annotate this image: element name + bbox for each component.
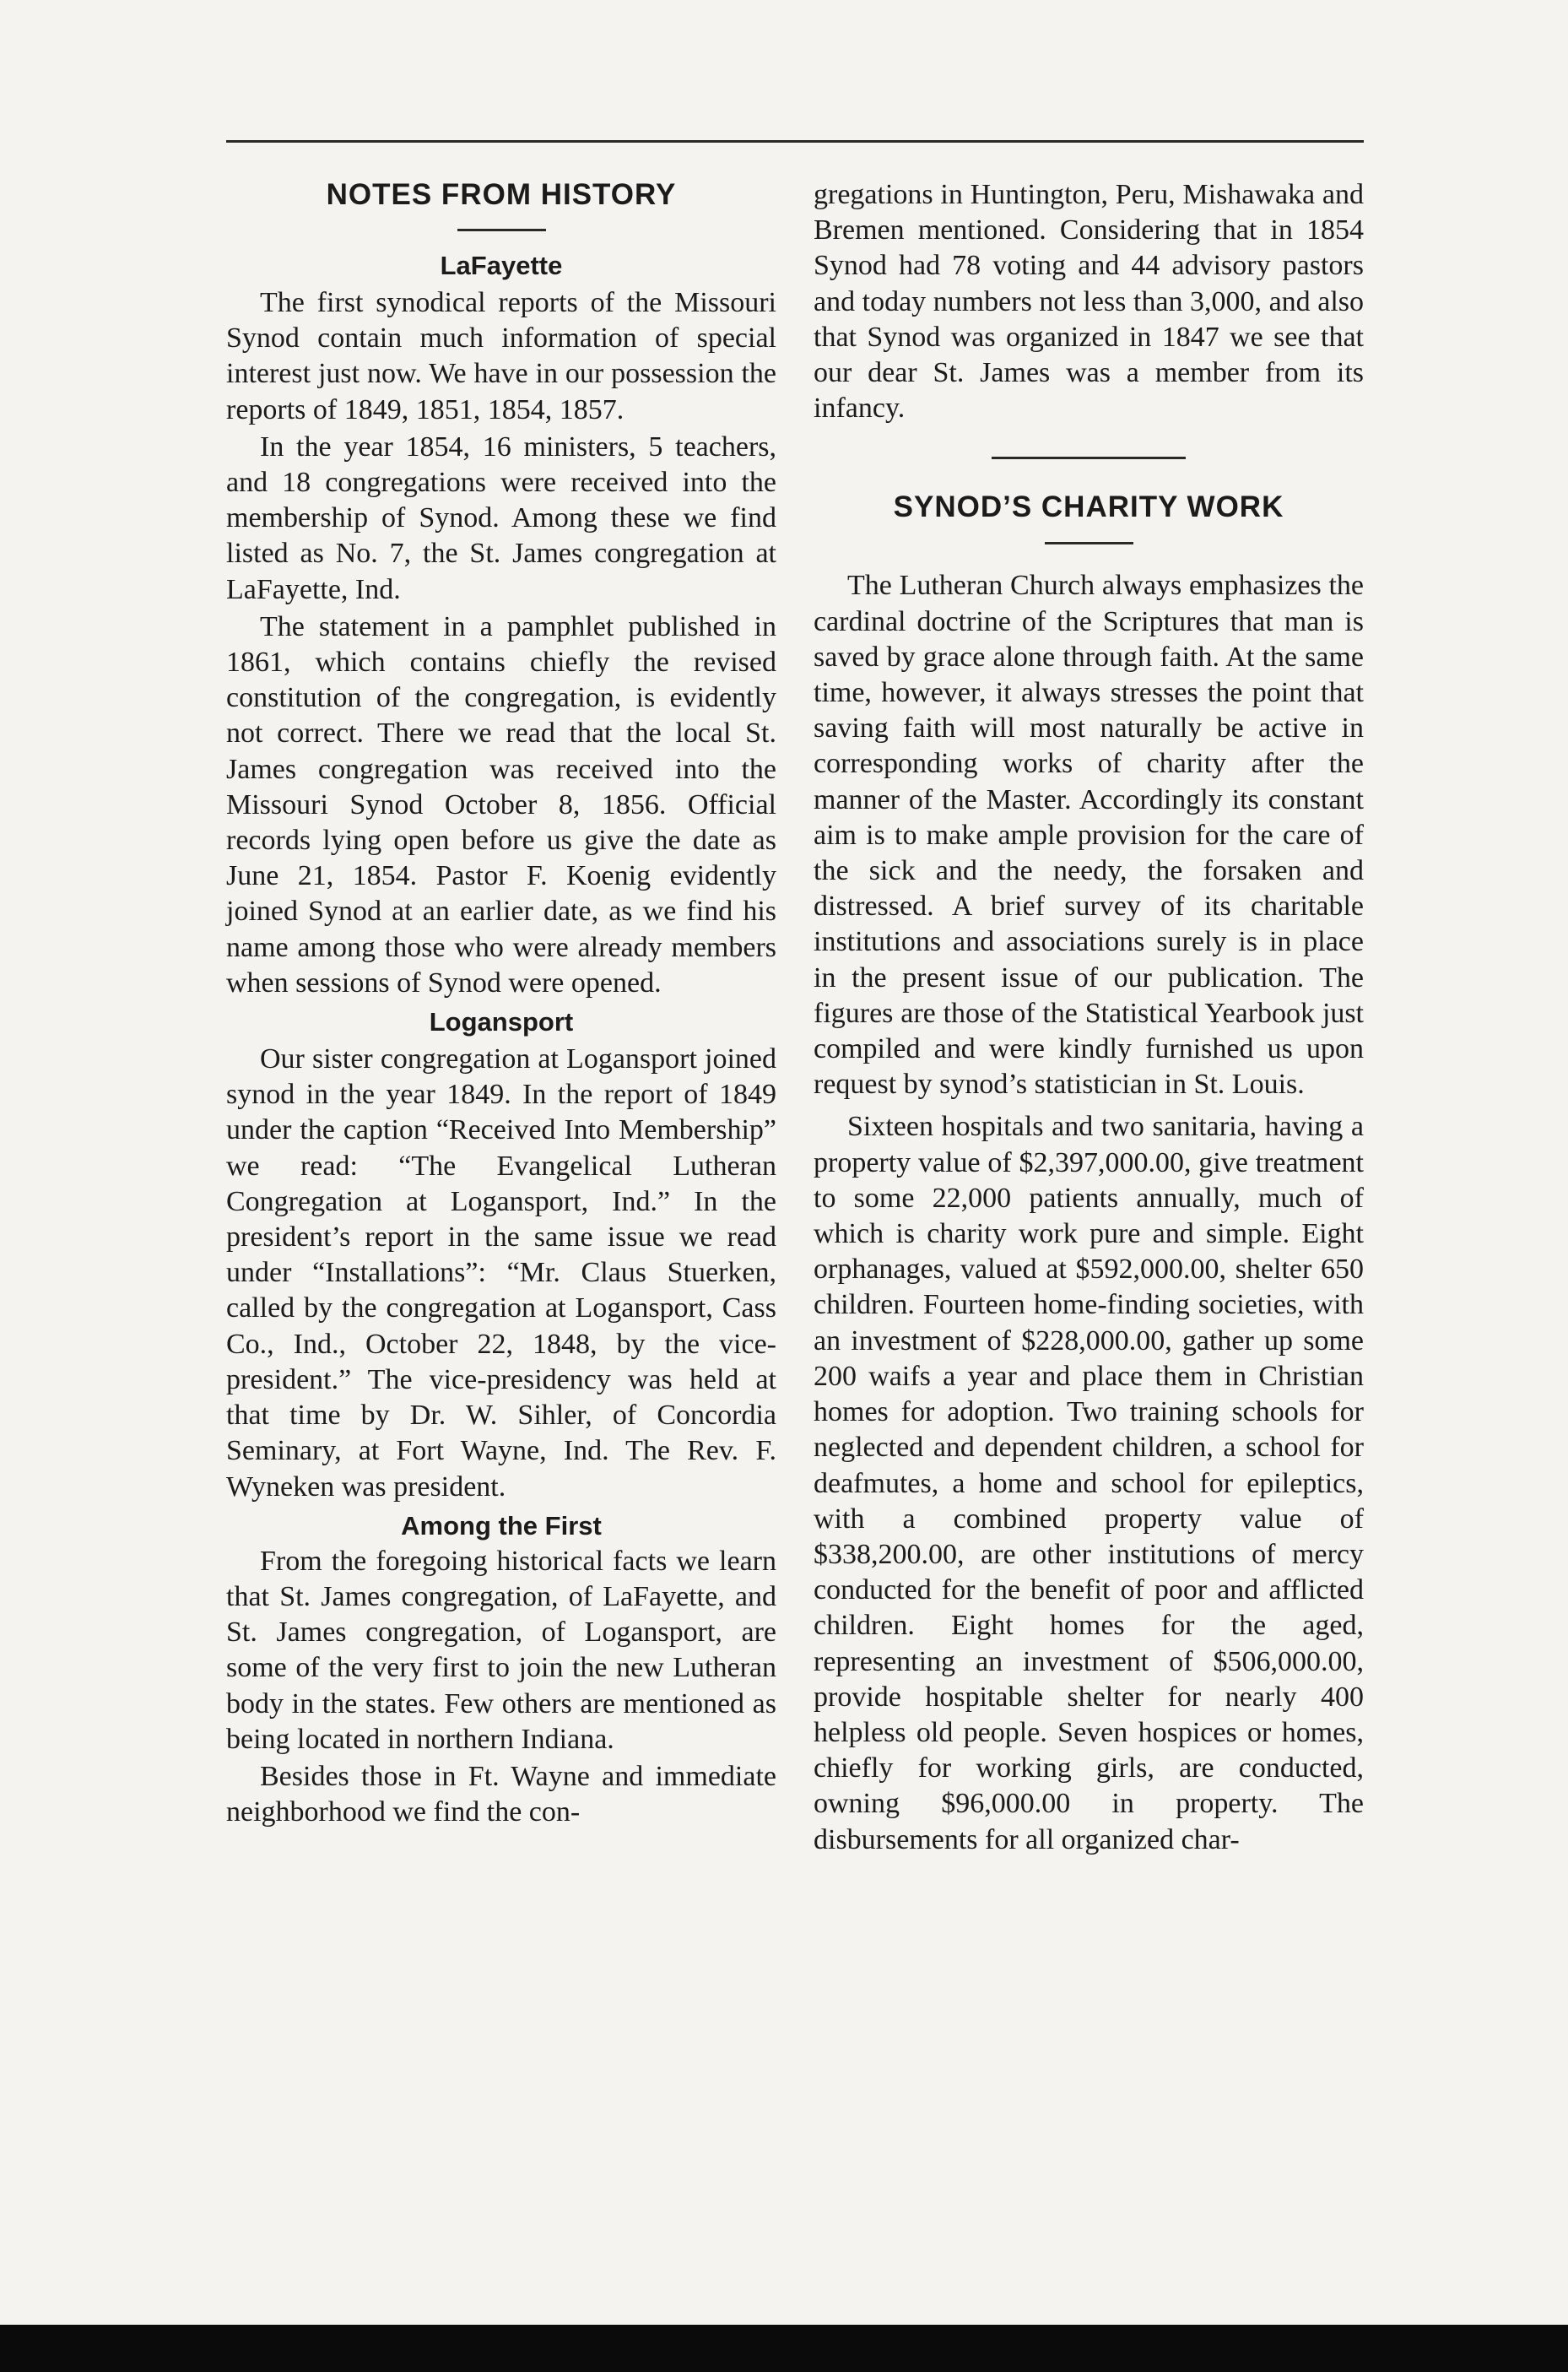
subheading-logansport: Logansport <box>429 1007 574 1037</box>
article-heading-synods-charity-work: SYNOD’S CHARITY WORK <box>893 490 1284 524</box>
right-column <box>814 177 1364 1858</box>
paragraph: The statement in a pamphlet published in 1861, which contains chiefly the revised constitution of the congregation, is evidently not correct. There we read that the local St. James congregation was received into the Missouri Synod October 8, 1856. Official records lying open before us give the date as June 21, 1854. Pastor F. Koenig evidently joined Synod at an earlier date, as we find his name among those who were already members when sessions of Synod were opened. <box>226 610 776 999</box>
subheading-lafayette: LaFayette <box>440 251 563 280</box>
paragraph: The Lutheran Church always emphasizes the cardinal doctrine of the Scriptures that man is saved by grace alone through faith. At the same time, however, it always stresses the point that saving faith will most naturally be active in corresponding works of charity after the manner of the Master. Accordingly its constant aim is to make ample provision for the care of the sick and the needy, the forsaken and distressed. A brief survey of its charitable institutions and associations surely is in place in the present issue of our publication. The figures are those of the Statistical Yearbook just compiled and were kindly furnished us upon request by synod’s statistician in St. Louis. <box>814 570 1364 1101</box>
paragraph: In the year 1854, 16 ministers, 5 teachers, and 18 congregations were received into the membership of Synod. Among these we find listed as No. 7, the St. James congregation at LaFayette, Ind. <box>226 431 776 605</box>
paragraph: Besides those in Ft. Wayne and immediate neighborhood we find the con- <box>226 1760 776 1828</box>
heading-divider <box>1045 542 1133 544</box>
top-rule <box>226 140 1364 143</box>
subheading-among-the-first: Among the First <box>401 1510 602 1541</box>
paragraph: Sixteen hospitals and two sanitaria, having a property value of $2,397,000.00, give treatment to some 22,000 patients annually, much of which is charity work pure and simple. Eight orphanages, valued at $592,000.00, shelter 650 children. Fourteen home-finding societies, with an investment of $228,000.00, gather up some 200 waifs a year and place them in Christian homes for adoption. Two training schools for neglected and dependent children, a school for deafmutes, a home and school for epileptics, with a combined property value of $338,200.00, are other institutions of mercy conducted for the benefit of poor and afflicted children. Eight homes for the aged, representing an investment of $506,000.00, provide hospitable shelter for nearly 400 helpless old people. Seven hospices or homes, chiefly for working girls, are conducted, owning $96,000.00 in property. The disbursements for all organized char- <box>814 1111 1364 1855</box>
section-divider <box>992 457 1186 459</box>
article-heading-notes-from-history: NOTES FROM HISTORY <box>326 178 677 211</box>
paragraph: Our sister congregation at Logansport joined synod in the year 1849. In the report of 1849 under the caption “Received Into Membership” we read: “The Evangelical Lutheran Congregation at Logansport, Ind.” In the president’s report in the same issue we read under “Installations”: “Mr. Claus Stuerken, called by the congregation at Logansport, Cass Co., Ind., October 22, 1848, by the vice-president.” The vice-presidency was held at that time by Dr. W. Sihler, of Concordia Seminary, at Fort Wayne, Ind. The Rev. F. Wyneken was president. <box>226 1043 776 1503</box>
left-column <box>226 177 776 1830</box>
paragraph: From the foregoing historical facts we learn that St. James congregation, of LaFayette, and St. James congregation, of Logansport, are some of the very first to join the new Lutheran body in the states. Few others are mentioned as being located in northern Indiana. <box>226 1545 776 1755</box>
continued-paragraph: gregations in Huntington, Peru, Mishawaka and Bremen mentioned. Considering that in 1854 Synod had 78 voting and 44 advisory pastors and today numbers not less than 3,000, and also that Synod was organized in 1847 we see that our dear St. James was a member from its infancy. <box>814 179 1364 425</box>
scan-edge <box>0 2325 1568 2372</box>
paragraph: The first synodical reports of the Missouri Synod contain much information of special interest just now. We have in our possession the reports of 1849, 1851, 1854, 1857. <box>226 287 776 425</box>
heading-divider <box>457 229 546 231</box>
